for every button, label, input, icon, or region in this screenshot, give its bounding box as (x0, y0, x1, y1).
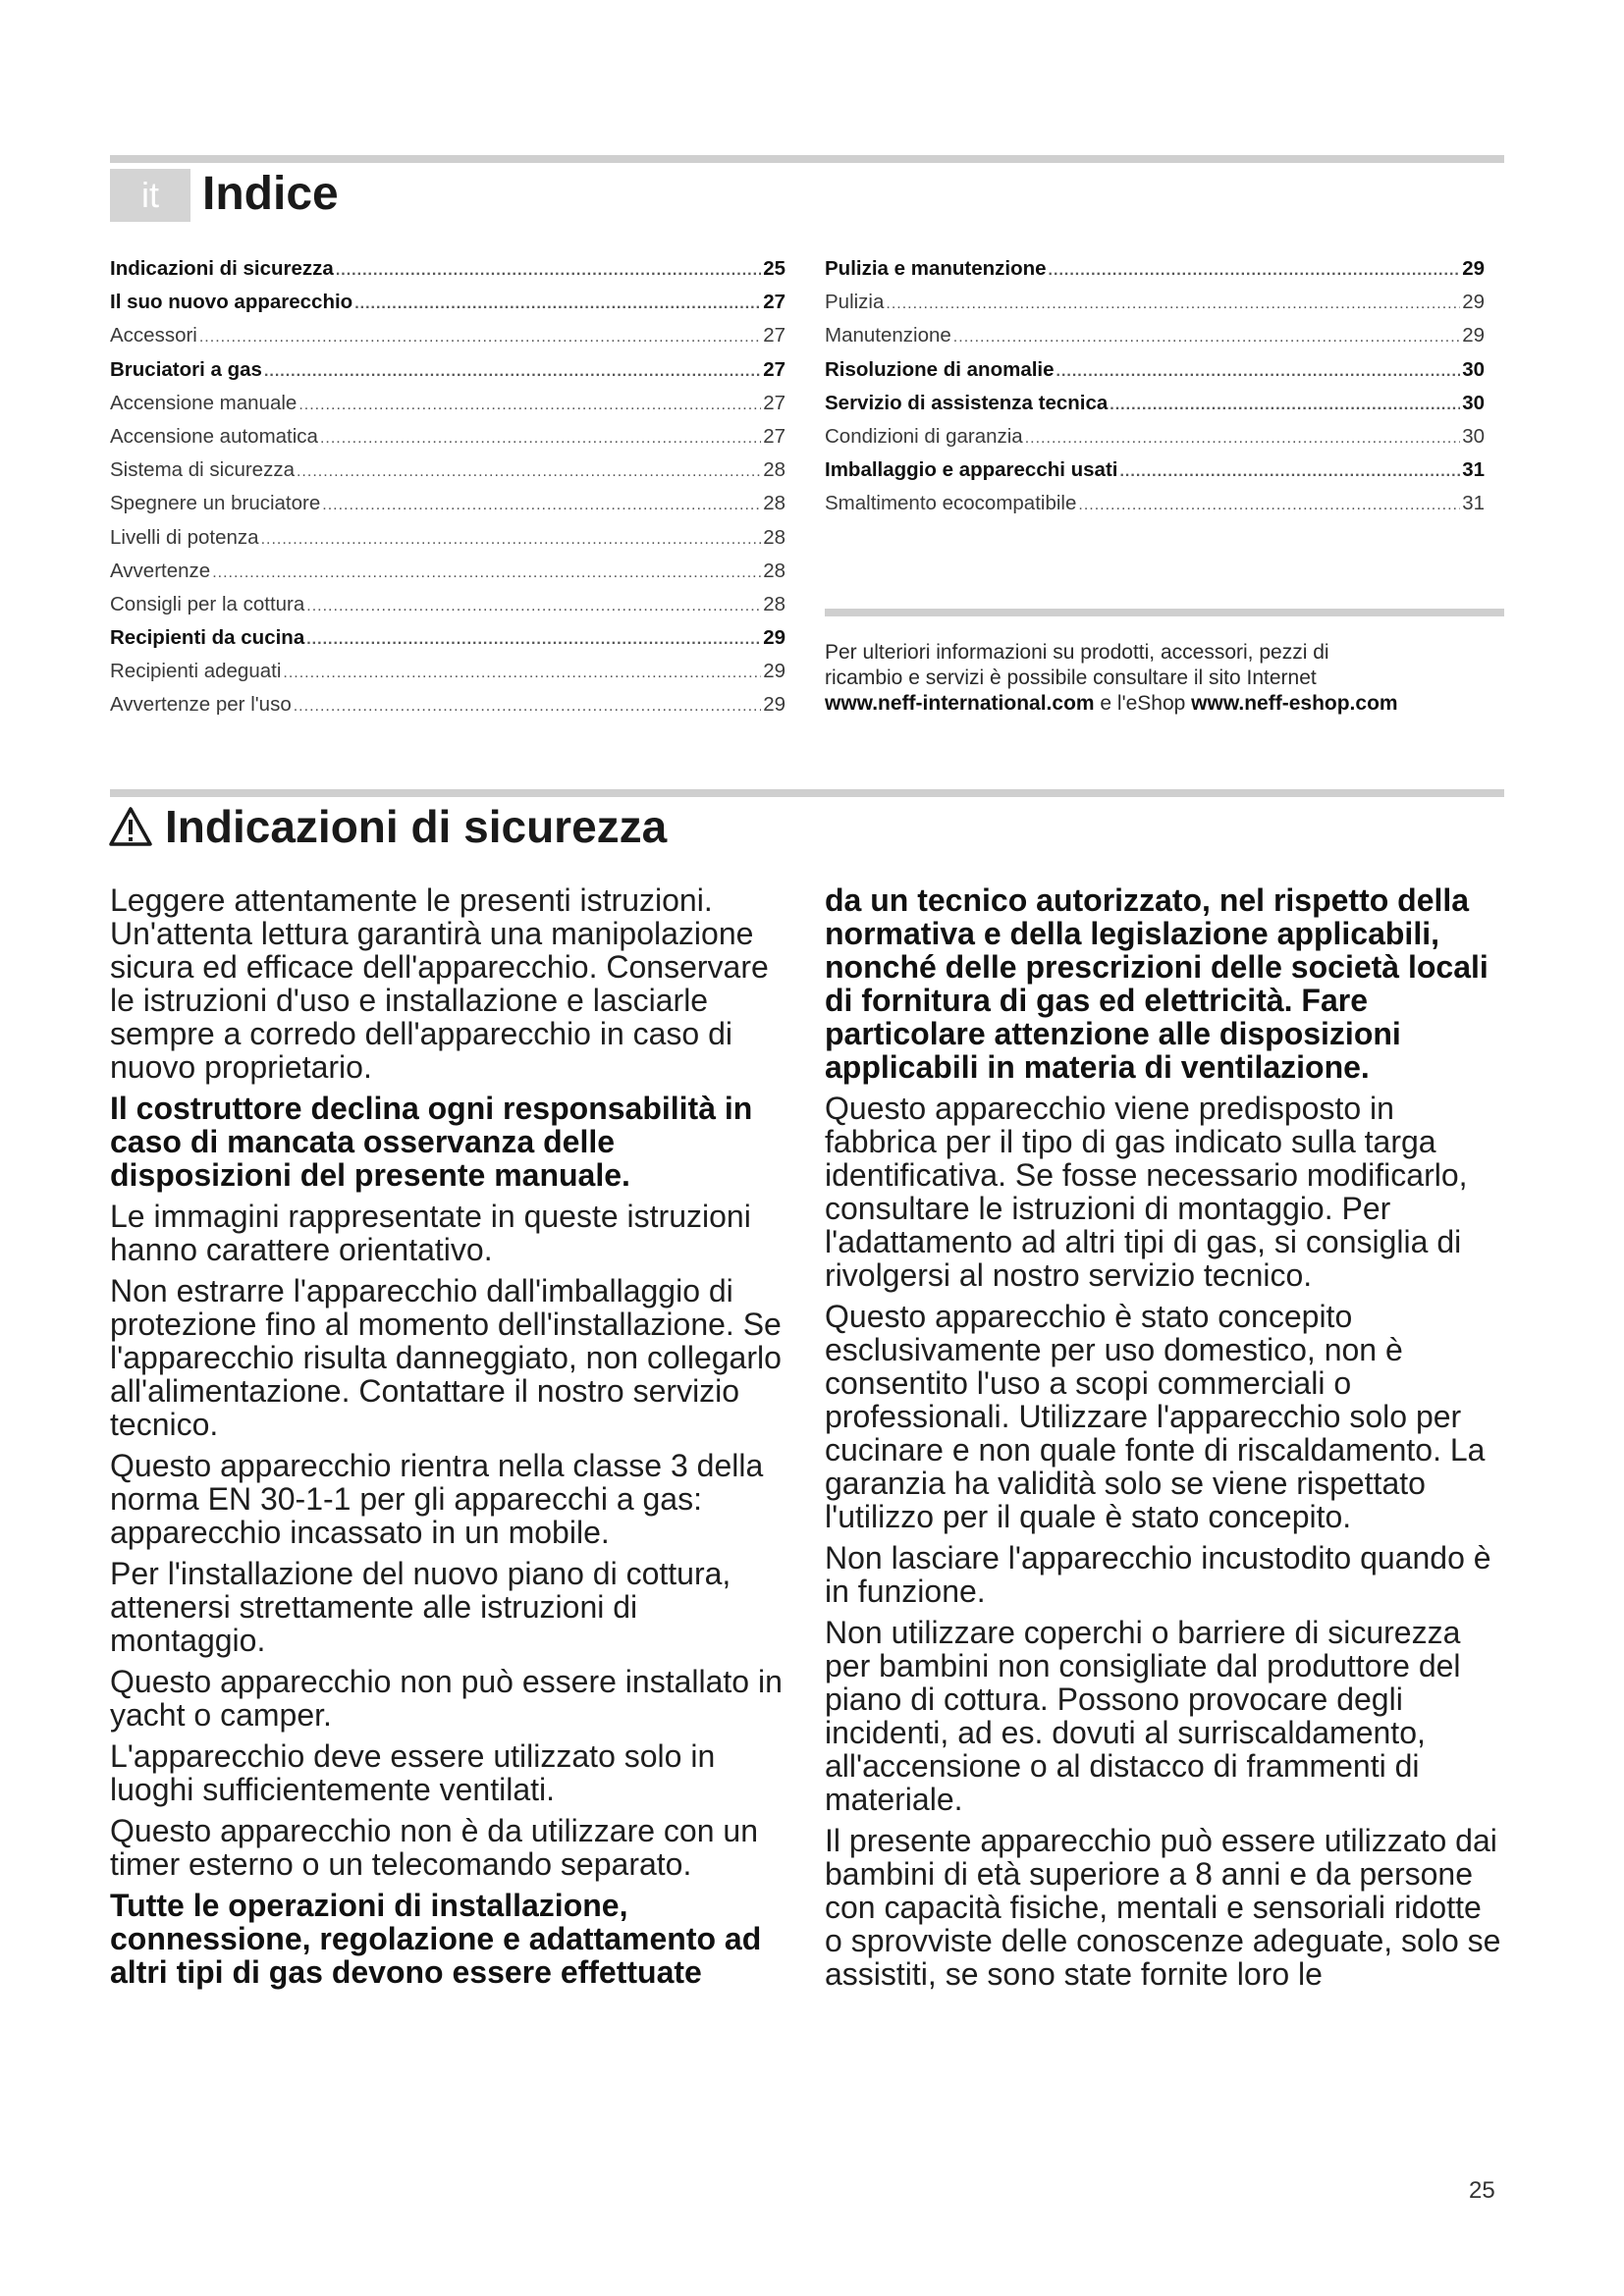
info-line: Per ulteriori informazioni su prodotti, accessori, pezzi di (825, 641, 1329, 664)
safety-paragraph: Questo apparecchio è stato concepito esclusivamente per uso domestico, non è consentito l'uso a scopi commerciali o professionali. Utilizzare l'apparecchio solo per cucinare e non quale fonte di riscaldamento. La garanzia ha validità solo se viene rispettato l'utilizzo per il quale è stato concepito. (825, 1299, 1486, 1534)
toc-entry[interactable]: Livelli di potenza ..... 28 (110, 526, 785, 560)
toc-entry[interactable]: Spegnere un bruciatore ..... 28 (110, 492, 785, 525)
toc-entry[interactable]: Imballaggio e apparecchi usati ..... 31 (825, 458, 1485, 492)
safety-paragraph-bold: Tutte le operazioni di installazione, connessione, regolazione e adattamento ad altri tipi di gas devono essere effettuate (110, 1888, 762, 1990)
info-links: www.neff-international.com e l'eShop www.neff-eshop.com (825, 692, 1398, 715)
warning-triangle-icon (108, 805, 153, 848)
toc-title: Indice (202, 168, 339, 220)
safety-left-column (110, 883, 797, 1997)
toc-entry[interactable]: Avvertenze per l'uso ..... 29 (110, 693, 785, 726)
toc-entry[interactable]: Risoluzione di anomalie ..... 30 (825, 358, 1485, 392)
safety-paragraph: Questo apparecchio rientra nella classe 3 della norma EN 30-1-1 per gli apparecchi a gas: apparecchio incassato in un mobile. (110, 1448, 764, 1550)
safety-paragraph: Non lasciare l'apparecchio incustodito quando è in funzione. (825, 1540, 1491, 1609)
toc-entry[interactable]: Il suo nuovo apparecchio ..... 27 (110, 291, 785, 324)
safety-paragraph: Questo apparecchio non può essere installato in yacht o camper. (110, 1664, 783, 1733)
more-info-note (825, 640, 1492, 717)
toc-entry[interactable]: Accensione manuale ..... 27 (110, 392, 785, 425)
safety-paragraph: Non estrarre l'apparecchio dall'imballaggio di protezione fino al momento dell'installazione. Se l'apparecchio risulta danneggiato, non collegarlo all'alimentazione. Contattare il nostro servizio tecnico. (110, 1273, 782, 1442)
safety-section-title (108, 797, 667, 856)
info-rule (825, 609, 1504, 616)
toc-entry[interactable]: Recipienti da cucina ..... 29 (110, 626, 785, 660)
page-number: 25 (1469, 2177, 1495, 2204)
toc-entry[interactable]: Servizio di assistenza tecnica ..... 30 (825, 392, 1485, 425)
toc-entry[interactable]: Accessori ..... 27 (110, 324, 785, 357)
toc-left-column (110, 257, 785, 727)
safety-paragraph: Questo apparecchio non è da utilizzare con un timer esterno o un telecomando separato. (110, 1813, 758, 1882)
toc-entry[interactable]: Pulizia ..... 29 (825, 291, 1485, 324)
toc-entry[interactable]: Bruciatori a gas ..... 27 (110, 358, 785, 392)
info-line: ricambio e servizi è possibile consultare il sito Internet (825, 667, 1317, 689)
toc-entry[interactable]: Smaltimento ecocompatibile ..... 31 (825, 492, 1485, 525)
safety-paragraph-bold: Il costruttore declina ogni responsabilità in caso di mancata osservanza delle disposizioni del presente manuale. (110, 1091, 753, 1193)
safety-paragraph: Le immagini rappresentate in queste istruzioni hanno carattere orientativo. (110, 1199, 751, 1267)
safety-paragraph: L'apparecchio deve essere utilizzato solo in luoghi sufficientemente ventilati. (110, 1738, 716, 1807)
top-rule (110, 155, 1504, 163)
toc-entry[interactable]: Condizioni di garanzia ..... 30 (825, 425, 1485, 458)
language-badge: it (110, 169, 190, 222)
toc-entry[interactable]: Recipienti adeguati ..... 29 (110, 660, 785, 693)
safety-paragraph-bold: da un tecnico autorizzato, nel rispetto della normativa e della legislazione applicabili, nonché delle prescrizioni delle società locali di fornitura di gas ed elettricità. Fare particolare attenzione alle disposizioni applicabili in materia di ventilazione. (825, 882, 1489, 1085)
safety-paragraph: Il presente apparecchio può essere utilizzato dai bambini di età superiore a 8 anni e da persone con capacità fisiche, mentali e sensoriali ridotte o sprovviste delle conoscenze adeguate, solo se assistiti, se sono state fornite loro le (825, 1823, 1501, 1992)
eshop-link[interactable]: www.neff-eshop.com (1191, 692, 1398, 715)
toc-entry[interactable]: Accensione automatica ..... 27 (110, 425, 785, 458)
safety-paragraph: Non utilizzare coperchi o barriere di sicurezza per bambini non consigliate dal produttore del piano di cottura. Possono provocare degli incidenti, ad es. dovuti al surriscaldamento, all'accensione o al distacco di frammenti di materiale. (825, 1615, 1461, 1817)
safety-right-column (825, 883, 1502, 1999)
toc-entry[interactable]: Manutenzione ..... 29 (825, 324, 1485, 357)
website-link[interactable]: www.neff-international.com (825, 692, 1095, 715)
toc-entry[interactable]: Consigli per la cottura ..... 28 (110, 593, 785, 626)
safety-title-text: Indicazioni di sicurezza (165, 801, 668, 852)
toc-entry[interactable]: Indicazioni di sicurezza ..... 25 (110, 257, 785, 291)
toc-entry[interactable]: Avvertenze ..... 28 (110, 560, 785, 593)
section-rule (110, 789, 1504, 797)
safety-paragraph: Per l'installazione del nuovo piano di cottura, attenersi strettamente alle istruzioni di montaggio. (110, 1556, 731, 1658)
toc-entry[interactable]: Pulizia e manutenzione ..... 29 (825, 257, 1485, 291)
toc-entry[interactable]: Sistema di sicurezza ..... 28 (110, 458, 785, 492)
toc-right-column (825, 257, 1485, 526)
safety-paragraph: Leggere attentamente le presenti istruzioni. Un'attenta lettura garantirà una manipolazione sicura ed efficace dell'apparecchio. Conservare le istruzioni d'uso e installazione e lasciarle sempre a corredo dell'apparecchio in caso di nuovo proprietario. (110, 882, 769, 1085)
safety-paragraph: Questo apparecchio viene predisposto in fabbrica per il tipo di gas indicato sulla targa identificativa. Se fosse necessario modificarlo, consultare le istruzioni di montaggio. Per l'adattamento ad altri tipi di gas, si consiglia di rivolgersi al nostro servizio tecnico. (825, 1091, 1468, 1293)
